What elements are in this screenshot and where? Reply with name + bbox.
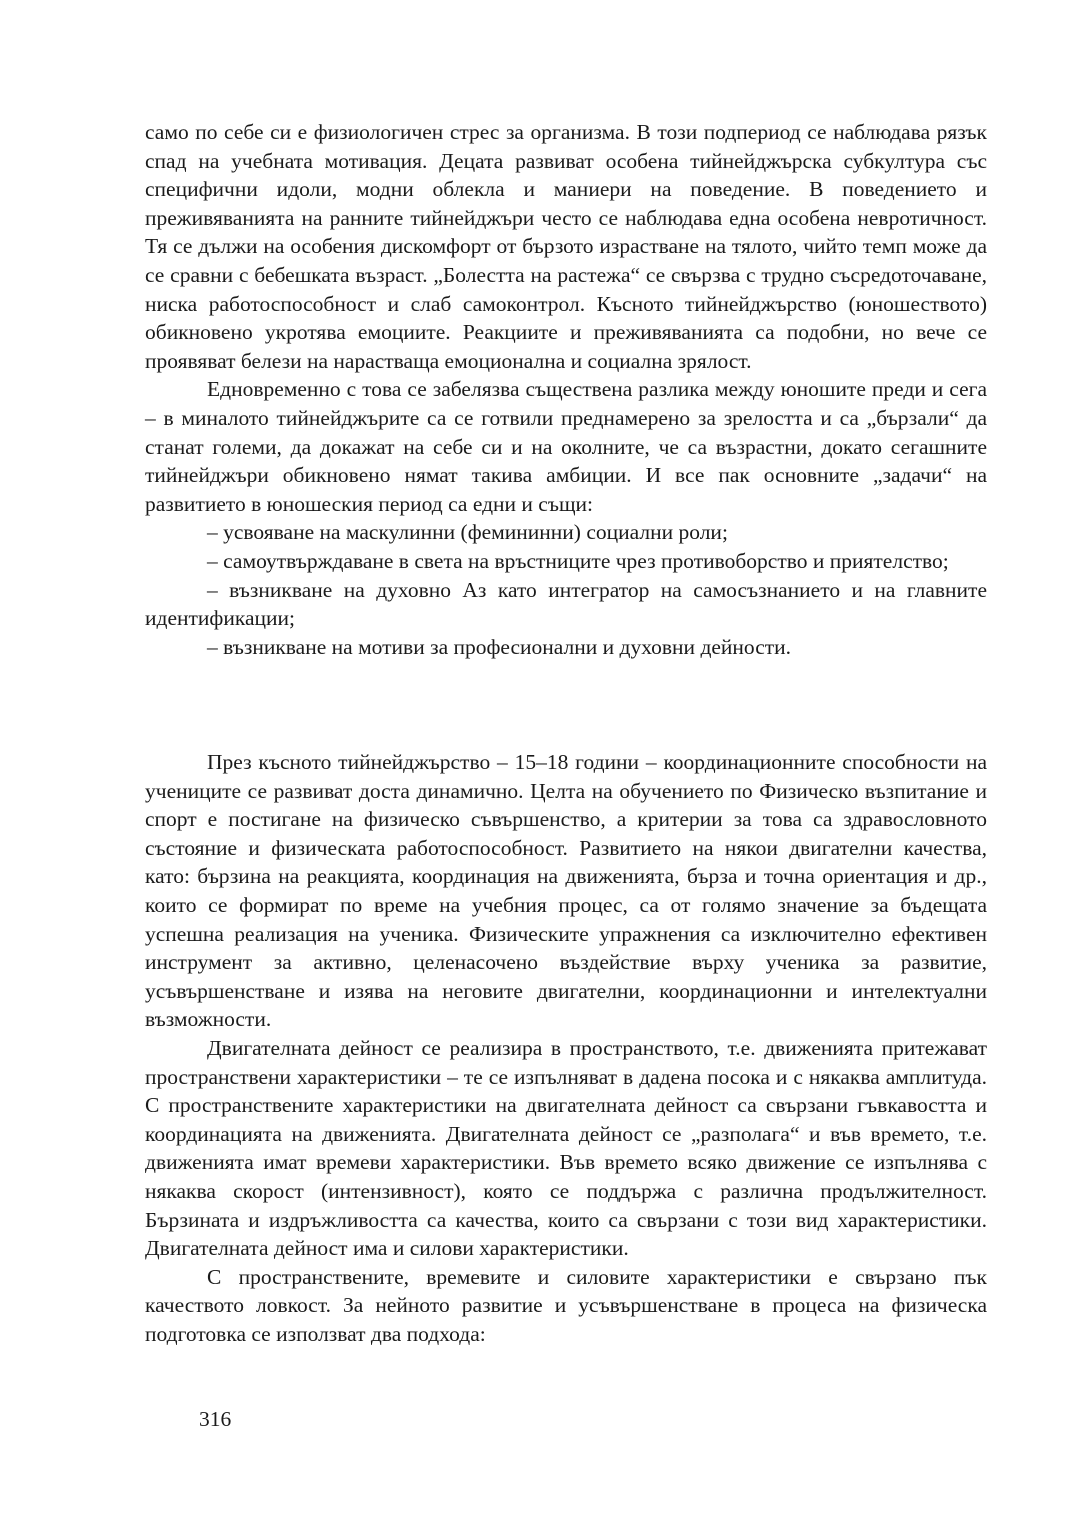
list-item-spiritual-self: – възникване на духовно Аз като интегратор на самосъзнанието и на главните идентификации; bbox=[145, 577, 987, 631]
paragraph-youth-differences: Едновременно с това се забелязва съществена разлика между юношите преди и сега – в миналото тийнейджърите са се готвили преднамерено за зрелостта и са „бързали“ да станат големи, да докажат на себе си и на околните, че са възрастни, докато сегашните тийнейджъри обикновено нямат такива амбиции. И все пак основните „задачи“ на развитието в юношеския период са едни и същи: bbox=[145, 377, 987, 516]
paragraph-motor-activity: Двигателната дейност се реализира в пространството, т.е. движенията притежават пространствени характеристики – те се изпълняват в дадена посока и с някаква амплитуда. С пространствените характеристики на двигателната дейност са свързани гъвкавостта и координацията на движенията. Двигателната дейност се „разполага“ и във времето, т.е. движенията имат времеви характеристики. Във времето всяко движение се изпълнява с някаква скорост (интензивност), която се поддържа с различна продължителност. Бързината и издръжливостта са качества, които са свързани с този вид характеристики. Двигателната дейност има и силови характеристики. bbox=[145, 1035, 987, 1261]
list-item-motives: – възникване на мотиви за професионални и духовни дейности. bbox=[207, 634, 792, 659]
list-item-self-assertion: – самоутвърждаване в света на връстниците чрез противоборство и приятелство; bbox=[207, 548, 949, 573]
text-section-one bbox=[145, 118, 987, 661]
text-section-two bbox=[145, 748, 987, 1348]
paragraph-agility: С пространствените, времевите и силовите характеристики е свързано пък качеството ловкост. За нейното развитие и усъвършенстване в процеса на физическа подготовка се използват два подхода: bbox=[145, 1264, 987, 1346]
list-item-social-roles: – усвояване на маскулинни (фемининни) социални роли; bbox=[207, 520, 728, 545]
paragraph-coordination-abilities: През късното тийнейджърство – 15–18 години – координационните способности на учениците се развиват доста динамично. Целта на обучението по Физическо възпитание и спорт е постигане на физическо съвършенство, а критерии за това са здравословното състояние и физическата работоспособност. Развитието на някои двигателни качества, като: бързина на реакцията, координация на движенията, бърза и точна ориентация и др., които се формират по време на учебния процес, са от голямо значение за бъдещата успешна реализация на ученика. Физическите упражнения са изключително ефективен инструмент за активно, целенасочено въздействие върху ученика за развитие, усъвършенстване и изява на неговите двигателни, координационни и интелектуални възможности. bbox=[145, 750, 987, 1032]
paragraph-continuation: само по себе си е физиологичен стрес за организма. В този подпериод се наблюдава рязък спад на учебната мотивация. Децата развиват особена тийнейджърска субкултура със специфични идоли, модни облекла и маниери на поведение. В поведението и преживяванията на ранните тийнейджъри често се наблюдава една особена невротичност. Тя се дължи на особения дискомфорт от бързото израстване на тялото, чийто темп може да се сравни с бебешката възраст. „Болестта на растежа“ се свързва с трудно съсредоточаване, ниска работоспособност и слаб самоконтрол. Късното тийнейджърство (юношеството) обикновено укротява емоциите. Реакциите и преживяванията са подобни, но вече се проявяват белези на нарастваща емоционална и социална зрялост. bbox=[145, 120, 987, 373]
page-number: 316 bbox=[199, 1407, 232, 1431]
